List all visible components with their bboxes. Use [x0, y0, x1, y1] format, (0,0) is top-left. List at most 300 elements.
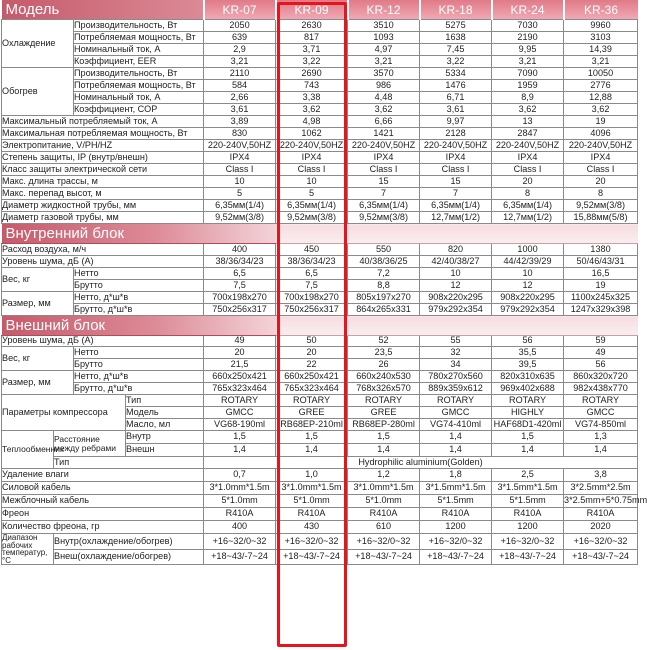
refrigerant-label: Фреон — [2, 508, 204, 521]
value-cell: +16~32/0~32 — [204, 534, 276, 550]
value-cell: ROTARY — [276, 395, 348, 407]
value-cell: 2020 — [564, 521, 638, 534]
outdoor-size-row — [2, 371, 638, 383]
charge-label: Количество фреона, гр — [2, 521, 204, 534]
value-cell: 5334 — [420, 68, 492, 80]
value-cell: 40/38/36/25 — [348, 256, 420, 268]
inter-cable-row — [2, 495, 638, 508]
row-label: Номинальный ток, А — [74, 92, 204, 104]
value-cell: 220-240V,50HZ — [420, 140, 492, 152]
model-kr09: KR-09 — [276, 0, 348, 20]
dehum-label: Удаление влаги — [2, 469, 204, 482]
value-cell: 20 — [564, 176, 638, 188]
row-label: Брутто, д*ш*в — [74, 383, 204, 395]
value-cell: 9,52мм(3/8) — [564, 200, 638, 212]
value-cell: 1,4 — [204, 444, 276, 457]
value-cell: 12,7мм(1/2) — [492, 212, 564, 224]
value-cell: 20 — [204, 347, 276, 359]
row-label: Нетто, д*ш*в — [74, 292, 204, 304]
value-cell: 1,5 — [276, 431, 348, 444]
row-label: Коэффициент, COP — [74, 104, 204, 116]
general-label: Макс. длина трассы, м — [2, 176, 204, 188]
value-cell: 3,62 — [348, 104, 420, 116]
value-cell: IPX4 — [564, 152, 638, 164]
value-cell: 35,5 — [492, 347, 564, 359]
outdoor-noise-row — [2, 336, 638, 347]
indoor-noise-row — [2, 256, 638, 268]
value-cell: Class I — [276, 164, 348, 176]
value-cell: 7090 — [492, 68, 564, 80]
value-cell: +16~32/0~32 — [348, 534, 420, 550]
value-cell: 10050 — [564, 68, 638, 80]
row-label: Производительность, Вт — [74, 20, 204, 32]
indoor-size-row — [2, 304, 638, 316]
value-cell: 5*1.0mm — [276, 495, 348, 508]
value-cell: 743 — [276, 80, 348, 92]
indoor-noise-label: Уровень шума, дБ (А) — [2, 256, 204, 268]
value-cell: 3*1.0mm*1.5m — [204, 482, 276, 495]
value-cell: 1959 — [492, 80, 564, 92]
value-cell: +18~43/-7~24 — [420, 549, 492, 565]
value-cell: 908x220x295 — [492, 292, 564, 304]
value-cell: 5 — [204, 188, 276, 200]
value-cell: 42/40/38/27 — [420, 256, 492, 268]
value-cell: IPX4 — [420, 152, 492, 164]
value-cell: 3,62 — [492, 104, 564, 116]
heating-row — [2, 104, 638, 116]
indoor-size-row — [2, 292, 638, 304]
temp-label: Диапазон рабочих температур,°С — [2, 534, 54, 565]
value-cell: 52 — [348, 336, 420, 347]
value-cell: 2110 — [204, 68, 276, 80]
value-cell: 1380 — [564, 244, 638, 256]
specification-table — [1, 0, 647, 565]
value-cell: 969x402x688 — [492, 383, 564, 395]
value-cell: 3,21 — [492, 56, 564, 68]
row-label: Номинальный ток, А — [74, 44, 204, 56]
value-cell: 660x250x421 — [276, 371, 348, 383]
value-cell: 6,5 — [276, 268, 348, 280]
value-cell: 889x359x612 — [420, 383, 492, 395]
value-cell: 7,2 — [348, 268, 420, 280]
cooling-label: Охлаждение — [2, 20, 74, 68]
value-cell: Class I — [492, 164, 564, 176]
value-cell: 4,97 — [348, 44, 420, 56]
value-cell: 1476 — [420, 80, 492, 92]
row-label: Нетто, д*ш*в — [74, 371, 204, 383]
value-cell: 2690 — [276, 68, 348, 80]
general-label: Диаметр газовой трубы, мм — [2, 212, 204, 224]
value-cell: 3*2.5mm+5*0.75mm — [564, 495, 638, 508]
value-cell: 3,61 — [420, 104, 492, 116]
row-label: Коэффициент, EER — [74, 56, 204, 68]
value-cell: 3,38 — [276, 92, 348, 104]
indoor-weight-label: Вес, кг — [2, 268, 74, 292]
value-cell: +18~43/-7~24 — [204, 549, 276, 565]
value-cell: 59 — [564, 336, 638, 347]
general-label: Диаметр жидкостной трубы, мм — [2, 200, 204, 212]
value-cell: IPX4 — [348, 152, 420, 164]
value-cell: 56 — [492, 336, 564, 347]
indoor-size-label: Размер, мм — [2, 292, 74, 316]
value-cell: IPX4 — [204, 152, 276, 164]
value-cell: 5*1.0mm — [348, 495, 420, 508]
row-label: Тип — [54, 457, 204, 469]
general-row — [2, 176, 638, 188]
header-row — [2, 0, 638, 20]
indoor-weight-row — [2, 280, 638, 292]
model-kr24: KR-24 — [492, 0, 564, 20]
hx-type-row — [2, 457, 638, 469]
value-cell: 34 — [420, 359, 492, 371]
cooling-row — [2, 44, 638, 56]
value-cell: 5*1.5mm — [492, 495, 564, 508]
value-cell: 8,9 — [492, 92, 564, 104]
value-cell: 3,21 — [564, 56, 638, 68]
general-label: Максимальный потребляемый ток, А — [2, 116, 204, 128]
value-cell: 817 — [276, 32, 348, 44]
value-cell: 55 — [420, 336, 492, 347]
row-label: Нетто — [74, 347, 204, 359]
value-cell: 1247x329x398 — [564, 304, 638, 316]
value-cell: 3,89 — [204, 116, 276, 128]
value-cell: 5*1.0mm — [204, 495, 276, 508]
value-cell: 584 — [204, 80, 276, 92]
general-label: Класс защиты электрической сети — [2, 164, 204, 176]
value-cell: 860x320x720 — [564, 371, 638, 383]
value-cell: ROTARY — [492, 395, 564, 407]
value-cell: 14,39 — [564, 44, 638, 56]
value-cell: 3,21 — [348, 56, 420, 68]
value-cell: VG74-410ml — [420, 419, 492, 431]
row-label: Тип — [126, 395, 204, 407]
row-label: Масло, мл — [126, 419, 204, 431]
value-cell: Class I — [564, 164, 638, 176]
value-cell: 15 — [420, 176, 492, 188]
hx-label: Теплообменник — [2, 431, 54, 469]
general-row — [2, 212, 638, 224]
value-cell: 9,52мм(3/8) — [204, 212, 276, 224]
value-cell: 23,5 — [348, 347, 420, 359]
value-cell: 4,98 — [276, 116, 348, 128]
value-cell: 220-240V,50HZ — [564, 140, 638, 152]
value-cell: 1421 — [348, 128, 420, 140]
value-cell: Class I — [348, 164, 420, 176]
value-cell: RB68EP-280ml — [348, 419, 420, 431]
value-cell: 750x256x317 — [276, 304, 348, 316]
value-cell: 1,4 — [564, 444, 638, 457]
model-kr12: KR-12 — [348, 0, 420, 20]
value-cell: 10 — [204, 176, 276, 188]
compressor-label: Параметры компрессора — [2, 395, 126, 431]
outdoor-section-row — [2, 316, 638, 336]
value-cell: 3*2.5mm*2.5m — [564, 482, 638, 495]
value-cell: 3*1.5mm*1.5m — [420, 482, 492, 495]
value-cell: 3,62 — [276, 104, 348, 116]
heating-row — [2, 68, 638, 80]
value-cell: 6,5 — [204, 268, 276, 280]
outdoor-weight-label: Вес, кг — [2, 347, 74, 371]
value-cell: 6,66 — [348, 116, 420, 128]
value-cell: 20 — [276, 347, 348, 359]
value-cell: 3510 — [348, 20, 420, 32]
value-cell: 765x323x464 — [276, 383, 348, 395]
value-cell: 982x438x770 — [564, 383, 638, 395]
general-row — [2, 188, 638, 200]
value-cell: 1,8 — [420, 469, 492, 482]
value-cell: 660x250x421 — [204, 371, 276, 383]
value-cell: 2190 — [492, 32, 564, 44]
value-cell: 2847 — [492, 128, 564, 140]
indoor-section-row — [2, 224, 638, 244]
value-cell: 5 — [276, 188, 348, 200]
value-cell: 7030 — [492, 20, 564, 32]
value-cell: 9,52мм(3/8) — [276, 212, 348, 224]
value-cell: 1,4 — [348, 444, 420, 457]
value-cell: 8,8 — [348, 280, 420, 292]
value-cell: 20 — [492, 176, 564, 188]
compressor-row — [2, 395, 638, 407]
value-cell: 5*1.5mm — [420, 495, 492, 508]
value-cell: 3,8 — [564, 469, 638, 482]
value-cell: 26 — [348, 359, 420, 371]
value-cell: 21,5 — [204, 359, 276, 371]
inter-cable-label: Межблочный кабель — [2, 495, 204, 508]
value-cell: 2,9 — [204, 44, 276, 56]
outdoor-section-title: Внешний блок — [2, 316, 276, 336]
indoor-section-title: Внутренний блок — [2, 224, 276, 244]
value-cell: 15 — [348, 176, 420, 188]
value-cell: HIGHLY — [492, 407, 564, 419]
value-cell: 7,5 — [204, 280, 276, 292]
value-cell: HAF68D1-420ml — [492, 419, 564, 431]
value-cell: 1,5 — [348, 431, 420, 444]
value-cell: 10 — [492, 268, 564, 280]
value-cell: 1,4 — [276, 444, 348, 457]
value-cell: 1,4 — [492, 444, 564, 457]
value-cell: 6,35мм(1/4) — [204, 200, 276, 212]
value-cell: IPX4 — [276, 152, 348, 164]
row-label: Брутто — [74, 280, 204, 292]
value-cell: 1,4 — [420, 444, 492, 457]
value-cell: +16~32/0~32 — [564, 534, 638, 550]
model-kr18: KR-18 — [420, 0, 492, 20]
value-cell: RB68EP-210ml — [276, 419, 348, 431]
value-cell: 10 — [276, 176, 348, 188]
value-cell: 3,62 — [564, 104, 638, 116]
value-cell: 1062 — [276, 128, 348, 140]
model-title: Модель — [2, 0, 204, 20]
cooling-row — [2, 32, 638, 44]
value-cell: 3,61 — [204, 104, 276, 116]
value-cell: 3*1.0mm*1.5m — [348, 482, 420, 495]
value-cell: R410A — [204, 508, 276, 521]
value-cell: Class I — [204, 164, 276, 176]
value-cell: 550 — [348, 244, 420, 256]
value-cell: 7,5 — [276, 280, 348, 292]
value-cell: 2630 — [276, 20, 348, 32]
general-label: Степень защиты, IP (внутр/внешн) — [2, 152, 204, 164]
value-cell: GMCC — [564, 407, 638, 419]
general-row — [2, 116, 638, 128]
value-cell: 2128 — [420, 128, 492, 140]
value-cell: R410A — [492, 508, 564, 521]
value-cell: 22 — [276, 359, 348, 371]
value-cell: 220-240V,50HZ — [204, 140, 276, 152]
value-cell: 9,95 — [492, 44, 564, 56]
value-cell: 0,7 — [204, 469, 276, 482]
value-cell: 908x220x295 — [420, 292, 492, 304]
value-cell: 700x198x270 — [276, 292, 348, 304]
value-cell: 780x270x560 — [420, 371, 492, 383]
value-cell: 1638 — [420, 32, 492, 44]
value-cell: +16~32/0~32 — [492, 534, 564, 550]
value-cell: 4,48 — [348, 92, 420, 104]
value-cell: 979x292x354 — [420, 304, 492, 316]
value-cell: 7,45 — [420, 44, 492, 56]
value-cell: 1100x245x325 — [564, 292, 638, 304]
row-label: Потребляемая мощность, Вт — [74, 80, 204, 92]
value-cell: 19 — [564, 116, 638, 128]
row-label: Внеш(охлаждение/обогрев) — [54, 549, 204, 565]
value-cell: 1,5 — [204, 431, 276, 444]
refrigerant-row — [2, 508, 638, 521]
value-cell: 220-240V,50HZ — [276, 140, 348, 152]
value-cell: 38/36/34/23 — [276, 256, 348, 268]
value-cell: 2776 — [564, 80, 638, 92]
value-cell: 8 — [564, 188, 638, 200]
row-label: Потребляемая мощность, Вт — [74, 32, 204, 44]
value-cell: 1200 — [420, 521, 492, 534]
value-cell: 32 — [420, 347, 492, 359]
value-cell: ROTARY — [204, 395, 276, 407]
value-cell: 16,5 — [564, 268, 638, 280]
value-cell: GMCC — [420, 407, 492, 419]
value-cell: 49 — [204, 336, 276, 347]
cooling-row — [2, 56, 638, 68]
outdoor-weight-row — [2, 347, 638, 359]
value-cell: +18~43/-7~24 — [564, 549, 638, 565]
value-cell: 1093 — [348, 32, 420, 44]
value-cell: 39,5 — [492, 359, 564, 371]
value-cell: 6,35мм(1/4) — [492, 200, 564, 212]
value-cell: 12,7мм(1/2) — [420, 212, 492, 224]
hx-row — [2, 431, 638, 444]
row-label: Нетто — [74, 268, 204, 280]
value-cell: 864x265x331 — [348, 304, 420, 316]
value-cell: 7 — [348, 188, 420, 200]
value-cell: 1,2 — [348, 469, 420, 482]
value-cell: +18~43/-7~24 — [276, 549, 348, 565]
value-cell: 400 — [204, 244, 276, 256]
section-band — [276, 316, 638, 336]
value-cell: +16~32/0~32 — [276, 534, 348, 550]
value-cell: 44/42/39/29 — [492, 256, 564, 268]
value-cell: 13 — [492, 116, 564, 128]
model-kr36: KR-36 — [564, 0, 638, 20]
dehum-row — [2, 469, 638, 482]
value-cell: 3103 — [564, 32, 638, 44]
value-cell: +18~43/-7~24 — [348, 549, 420, 565]
value-cell: 1,3 — [564, 431, 638, 444]
value-cell: 6,35мм(1/4) — [276, 200, 348, 212]
value-cell: 6,71 — [420, 92, 492, 104]
heating-row — [2, 92, 638, 104]
section-band — [276, 224, 638, 244]
value-cell: 50/46/43/31 — [564, 256, 638, 268]
value-cell: 1,0 — [276, 469, 348, 482]
value-cell: 9,52мм(3/8) — [348, 212, 420, 224]
row-label: Брутто, д*ш*в — [74, 304, 204, 316]
value-cell: 750x256x317 — [204, 304, 276, 316]
row-label: Внутр — [126, 431, 204, 444]
row-label: Брутто — [74, 359, 204, 371]
value-cell: +16~32/0~32 — [420, 534, 492, 550]
value-cell: VG74-850ml — [564, 419, 638, 431]
value-cell: ROTARY — [348, 395, 420, 407]
outdoor-size-row — [2, 383, 638, 395]
value-cell: 3,21 — [204, 56, 276, 68]
value-cell: 12 — [420, 280, 492, 292]
value-cell: ROTARY — [564, 395, 638, 407]
value-cell: 820x310x635 — [492, 371, 564, 383]
value-cell: 7 — [420, 188, 492, 200]
temp-row — [2, 549, 638, 565]
value-cell: 430 — [276, 521, 348, 534]
general-label: Макс. перепад высот, м — [2, 188, 204, 200]
value-cell: 805x197x270 — [348, 292, 420, 304]
value-cell: 765x323x464 — [204, 383, 276, 395]
heating-label: Обогрев — [2, 68, 74, 116]
charge-row — [2, 521, 638, 534]
outdoor-noise-label: Уровень шума, дБ (А) — [2, 336, 204, 347]
fin-spacing-label: Расстояние между ребрами — [54, 431, 126, 457]
power-cable-label: Силовой кабель — [2, 482, 204, 495]
value-cell: 610 — [348, 521, 420, 534]
general-row — [2, 164, 638, 176]
model-kr07: KR-07 — [204, 0, 276, 20]
value-cell: 979x292x354 — [492, 304, 564, 316]
value-cell: 3,71 — [276, 44, 348, 56]
value-cell: GREE — [276, 407, 348, 419]
value-cell: 6,35мм(1/4) — [420, 200, 492, 212]
general-label: Электропитание, V/PH/HZ — [2, 140, 204, 152]
value-cell: 56 — [564, 359, 638, 371]
outdoor-weight-row — [2, 359, 638, 371]
value-cell: 19 — [564, 280, 638, 292]
value-cell: 220-240V,50HZ — [348, 140, 420, 152]
value-cell: 1000 — [492, 244, 564, 256]
value-cell: 660x240x530 — [348, 371, 420, 383]
value-cell: 3*1.5mm*1.5m — [492, 482, 564, 495]
value-cell: R410A — [276, 508, 348, 521]
value-cell: 986 — [348, 80, 420, 92]
power-cable-row — [2, 482, 638, 495]
indoor-airflow-label: Расход воздуха, м/ч — [2, 244, 204, 256]
value-cell: 3,22 — [276, 56, 348, 68]
value-cell: 10 — [420, 268, 492, 280]
value-cell: 1,4 — [420, 431, 492, 444]
heating-row — [2, 80, 638, 92]
general-row — [2, 140, 638, 152]
value-cell: GREE — [348, 407, 420, 419]
general-label: Максимальная потребляемая мощность, Вт — [2, 128, 204, 140]
value-cell: 9960 — [564, 20, 638, 32]
value-cell: 400 — [204, 521, 276, 534]
value-cell: 8 — [492, 188, 564, 200]
value-cell: +18~43/-7~24 — [492, 549, 564, 565]
value-cell: 450 — [276, 244, 348, 256]
